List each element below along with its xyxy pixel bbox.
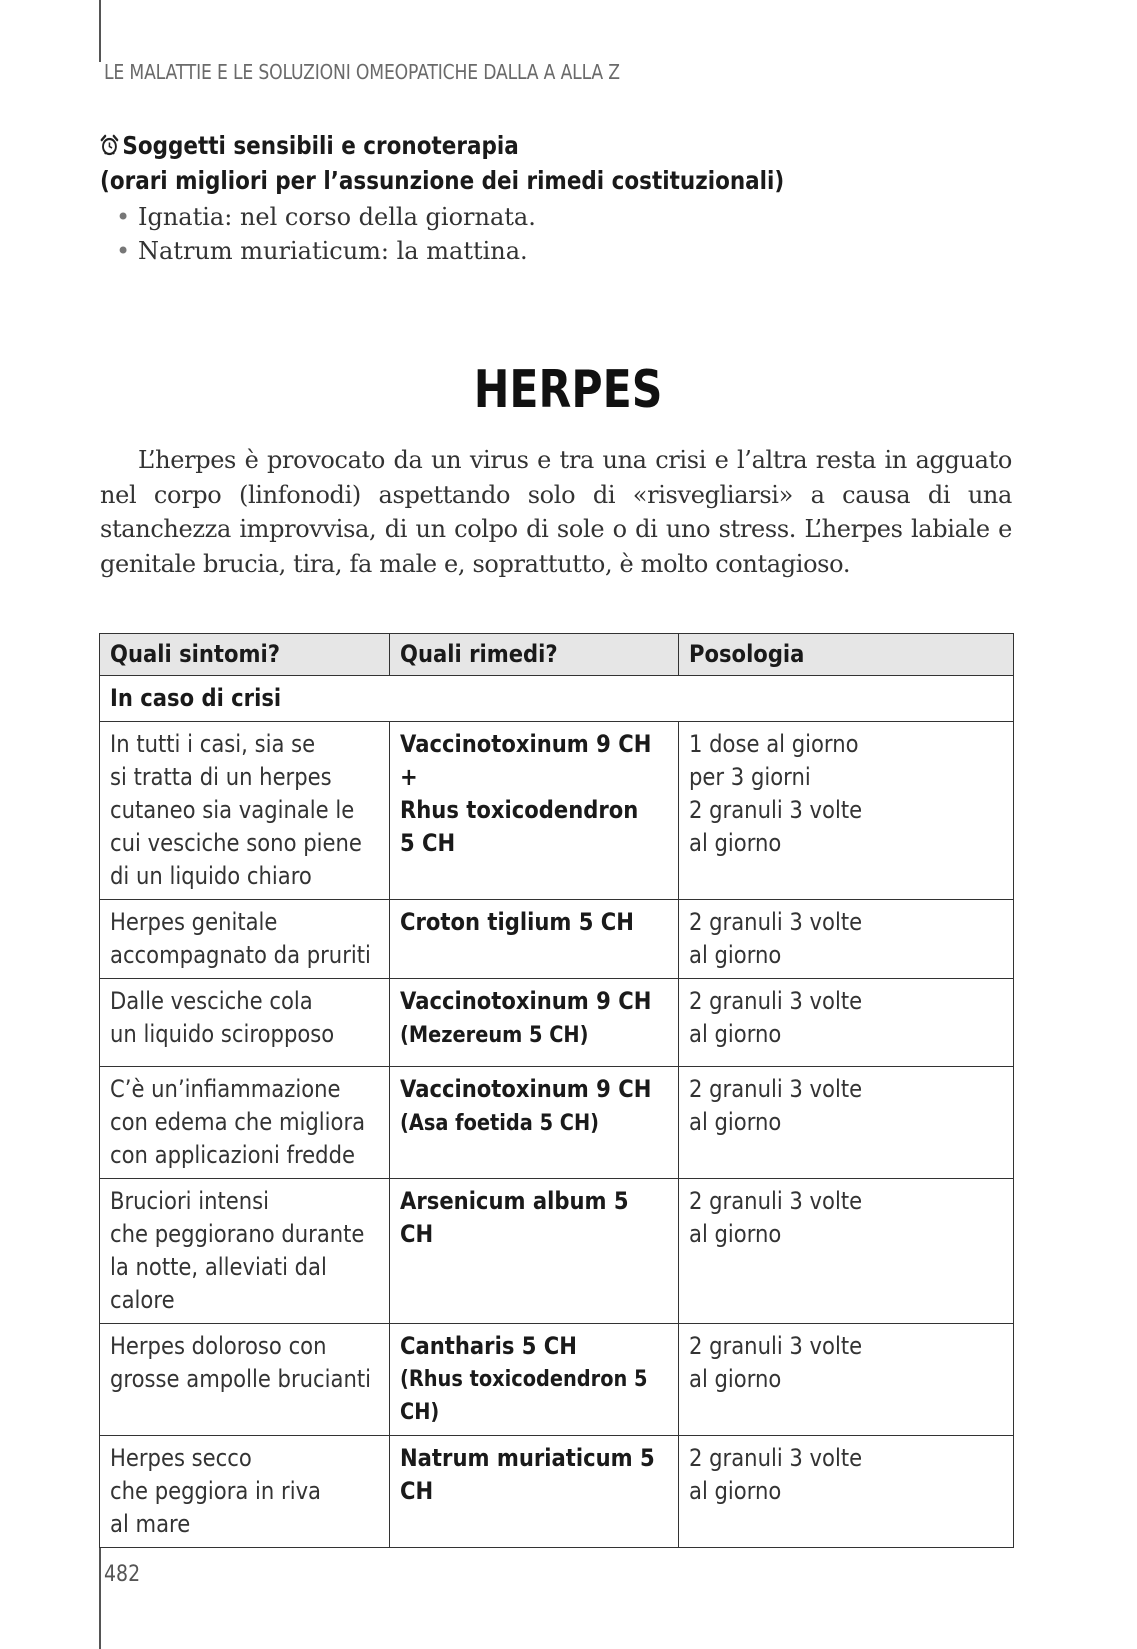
symptom-cell xyxy=(100,979,390,1067)
dosage-text: 2 granuli 3 volte al giorno xyxy=(689,908,863,969)
remedy-cell xyxy=(390,1324,679,1436)
symptom-text: Herpes genitale accompagnato da pruriti xyxy=(110,908,371,969)
box-title-line-2: (orari migliori per l’assunzione dei rimedi costituzionali) xyxy=(100,166,785,195)
symptom-cell xyxy=(100,900,390,979)
table-row xyxy=(100,900,1014,979)
dosage-cell xyxy=(679,722,1014,900)
dosage-cell xyxy=(679,1067,1014,1179)
table-row xyxy=(100,1067,1014,1179)
table-row xyxy=(100,979,1014,1067)
symptom-text: Bruciori intensi che peggiorano durante la notte, alleviati dal calore xyxy=(110,1187,365,1314)
chronotherapy-list xyxy=(116,200,536,268)
remedy-text: Natrum muriaticum 5 CH xyxy=(400,1444,655,1505)
table-row xyxy=(100,1324,1014,1436)
alternative-remedy-text: (Mezereum 5 CH) xyxy=(400,1023,589,1048)
table-row xyxy=(100,1179,1014,1324)
page-title: HERPES xyxy=(474,360,663,420)
remedy-cell xyxy=(390,1179,679,1324)
margin-rule-top xyxy=(99,0,101,62)
remedy-cell xyxy=(390,979,679,1067)
dosage-cell xyxy=(679,1324,1014,1436)
running-header: LE MALATTIE E LE SOLUZIONI OMEOPATICHE DALLA A ALLA Z xyxy=(104,60,620,84)
remedy-cell xyxy=(390,722,679,900)
dosage-text: 2 granuli 3 volte al giorno xyxy=(689,1444,863,1505)
remedy-text: Croton tiglium 5 CH xyxy=(400,908,634,936)
section-label: In caso di crisi xyxy=(100,676,1014,722)
table-header-row xyxy=(100,634,1014,676)
symptom-cell xyxy=(100,1436,390,1548)
box-title-line-1: Soggetti sensibili e cronoterapia xyxy=(122,131,519,160)
symptom-cell xyxy=(100,1067,390,1179)
dosage-cell xyxy=(679,1179,1014,1324)
remedy-text: Cantharis 5 CH xyxy=(400,1332,577,1360)
dosage-text: 2 granuli 3 volte al giorno xyxy=(689,1075,863,1136)
symptom-text: In tutti i casi, sia se si tratta di un herpes cutaneo sia vaginale le cui vesciche sono piene di un liquido chiaro xyxy=(110,730,362,890)
dosage-cell xyxy=(679,900,1014,979)
remedy-cell xyxy=(390,900,679,979)
box-title xyxy=(100,128,784,198)
remedy-text: Arsenicum album 5 CH xyxy=(400,1187,629,1248)
header-dosage: Posologia xyxy=(679,634,1014,676)
alternative-remedy-text: (Rhus toxicodendron 5 CH) xyxy=(400,1367,648,1425)
remedy-text: Vaccinotoxinum 9 CH + Rhus toxicodendron 5 CH xyxy=(400,730,652,857)
dosage-text: 1 dose al giorno per 3 giorni 2 granuli 3 volte al giorno xyxy=(689,730,863,857)
intro-paragraph: L’herpes è provocato da un virus e tra una crisi e l’altra resta in agguato nel corpo (linfonodi) aspettando solo di «risvegliarsi» a causa di una stanchezza improvvisa, di un colpo di sole o di uno stress. L’herpes labiale e genitale brucia, tira, fa male e, soprattutto, è molto contagioso. xyxy=(100,446,1012,578)
remedy-cell xyxy=(390,1436,679,1548)
dosage-cell xyxy=(679,979,1014,1067)
bullet-icon: • xyxy=(116,203,131,231)
table-section-row xyxy=(100,676,1014,722)
symptom-text: Dalle vesciche cola un liquido sciropposo xyxy=(110,987,335,1048)
header-symptoms: Quali sintomi? xyxy=(100,634,390,676)
table-row xyxy=(100,1436,1014,1548)
remedy-text: Vaccinotoxinum 9 CH xyxy=(400,1075,652,1103)
table-row xyxy=(100,722,1014,900)
dosage-text: 2 granuli 3 volte al giorno xyxy=(689,1187,863,1248)
alarm-clock-icon xyxy=(100,130,119,152)
header-remedies: Quali rimedi? xyxy=(390,634,679,676)
remedy-text: Vaccinotoxinum 9 CH xyxy=(400,987,652,1015)
alternative-remedy-text: (Asa foetida 5 CH) xyxy=(400,1111,600,1136)
dosage-text: 2 granuli 3 volte al giorno xyxy=(689,987,863,1048)
dosage-text: 2 granuli 3 volte al giorno xyxy=(689,1332,863,1393)
list-item: • Ignatia: nel corso della giornata. xyxy=(116,200,536,234)
symptom-text: Herpes secco che peggiora in riva al mare xyxy=(110,1444,322,1538)
margin-rule-bottom xyxy=(99,1548,101,1649)
bullet-icon: • xyxy=(116,237,131,265)
symptom-text: C’è un’infiammazione con edema che migliora con applicazioni fredde xyxy=(110,1075,366,1169)
symptom-cell xyxy=(100,1324,390,1436)
symptom-cell xyxy=(100,722,390,900)
page-number: 482 xyxy=(104,1562,141,1587)
symptom-text: Herpes doloroso con grosse ampolle brucianti xyxy=(110,1332,371,1393)
dosage-cell xyxy=(679,1436,1014,1548)
list-item: • Natrum muriaticum: la mattina. xyxy=(116,234,536,268)
remedies-table xyxy=(99,633,1014,1548)
symptom-cell xyxy=(100,1179,390,1324)
remedy-cell xyxy=(390,1067,679,1179)
